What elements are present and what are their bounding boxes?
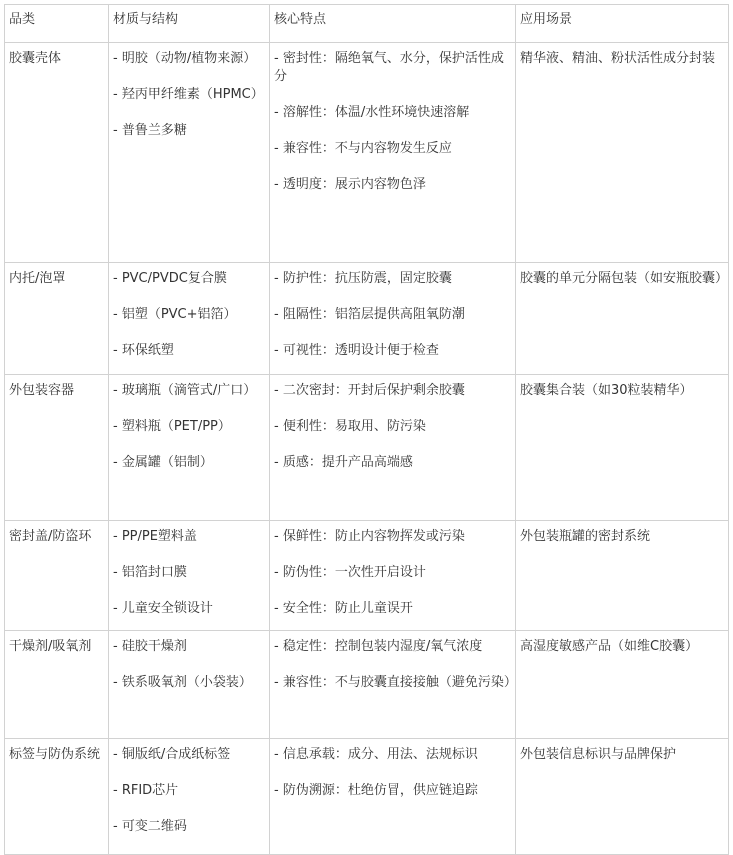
cell-category: 内托/泡罩 [5,263,109,375]
feature-item: - 便利性：易取用、防污染 [274,419,426,434]
feature-item: - 透明度：展示内容物色泽 [274,177,426,192]
cell-scenario: 胶囊的单元分隔包装（如安瓶胶囊） [516,263,729,375]
material-item: - 铜版纸/合成纸标签 [113,747,231,762]
material-item: - 铝塑（PVC+铝箔） [113,307,237,322]
material-item: - PP/PE塑料盖 [113,529,197,544]
feature-item: - 稳定性：控制包装内湿度/氧气浓度 [274,639,483,654]
feature-item: - 可视性：透明设计便于检查 [274,343,439,358]
packaging-table [4,4,729,855]
table-body [5,43,729,855]
material-item: - 塑料瓶（PET/PP） [113,419,231,434]
feature-item: - 二次密封：开封后保护剩余胶囊 [274,383,465,398]
feature-item: - 质感：提升产品高端感 [274,455,413,470]
cell-scenario: 高湿度敏感产品（如维C胶囊） [516,631,729,739]
header-category: 品类 [5,5,109,43]
cell-features [270,521,516,631]
material-item: - 环保纸塑 [113,343,174,358]
cell-materials [109,521,270,631]
cell-features [270,375,516,521]
cell-materials [109,375,270,521]
header-materials: 材质与结构 [109,5,270,43]
feature-item: - 防伪溯源：杜绝仿冒，供应链追踪 [274,783,478,798]
feature-item: - 保鲜性：防止内容物挥发或污染 [274,529,465,544]
feature-item: - 安全性：防止儿童误开 [274,601,413,616]
cell-features [270,631,516,739]
cell-features [270,739,516,855]
feature-item: - 信息承载：成分、用法、法规标识 [274,747,478,762]
cell-category: 密封盖/防盗环 [5,521,109,631]
cell-category: 胶囊壳体 [5,43,109,263]
header-row [5,5,729,43]
cell-features [270,43,516,263]
cell-category: 外包装容器 [5,375,109,521]
material-item: - PVC/PVDC复合膜 [113,271,227,286]
material-item: - 硅胶干燥剂 [113,639,187,654]
material-item: - 羟丙甲纤维素（HPMC） [113,87,264,102]
cell-scenario: 胶囊集合装（如30粒装精华） [516,375,729,521]
feature-item: - 阻隔性：铝箔层提供高阻氧防潮 [274,307,465,322]
cell-scenario: 外包装信息标识与品牌保护 [516,739,729,855]
table-row [5,43,729,263]
material-item: - 金属罐（铝制） [113,455,213,470]
feature-item: - 防伪性：一次性开启设计 [274,565,426,580]
material-item: - 玻璃瓶（滴管式/广口） [113,383,257,398]
feature-item: - 防护性：抗压防震，固定胶囊 [274,271,452,286]
table-row [5,631,729,739]
feature-item: - 兼容性：不与胶囊直接接触（避免污染） [274,675,517,690]
material-item: - 儿童安全锁设计 [113,601,213,616]
cell-category: 标签与防伪系统 [5,739,109,855]
table-row [5,521,729,631]
feature-item: - 溶解性：体温/水性环境快速溶解 [274,105,470,120]
header-features: 核心特点 [270,5,516,43]
table-row [5,263,729,375]
cell-materials [109,43,270,263]
cell-scenario: 外包装瓶罐的密封系统 [516,521,729,631]
material-item: - 普鲁兰多糖 [113,123,187,138]
material-item: - 铝箔封口膜 [113,565,187,580]
cell-materials [109,739,270,855]
material-item: - RFID芯片 [113,783,179,798]
table-row [5,739,729,855]
material-item: - 铁系吸氧剂（小袋装） [113,675,252,690]
table-row [5,375,729,521]
material-item: - 明胶（动物/植物来源） [113,51,257,66]
material-item: - 可变二维码 [113,819,187,834]
cell-features [270,263,516,375]
header-scenario: 应用场景 [516,5,729,43]
cell-scenario: 精华液、精油、粉状活性成分封装 [516,43,729,263]
cell-materials [109,263,270,375]
cell-materials [109,631,270,739]
feature-item: - 兼容性：不与内容物发生反应 [274,141,452,156]
feature-item: - 密封性：隔绝氧气、水分，保护活性成分 [274,51,504,84]
cell-category: 干燥剂/吸氧剂 [5,631,109,739]
